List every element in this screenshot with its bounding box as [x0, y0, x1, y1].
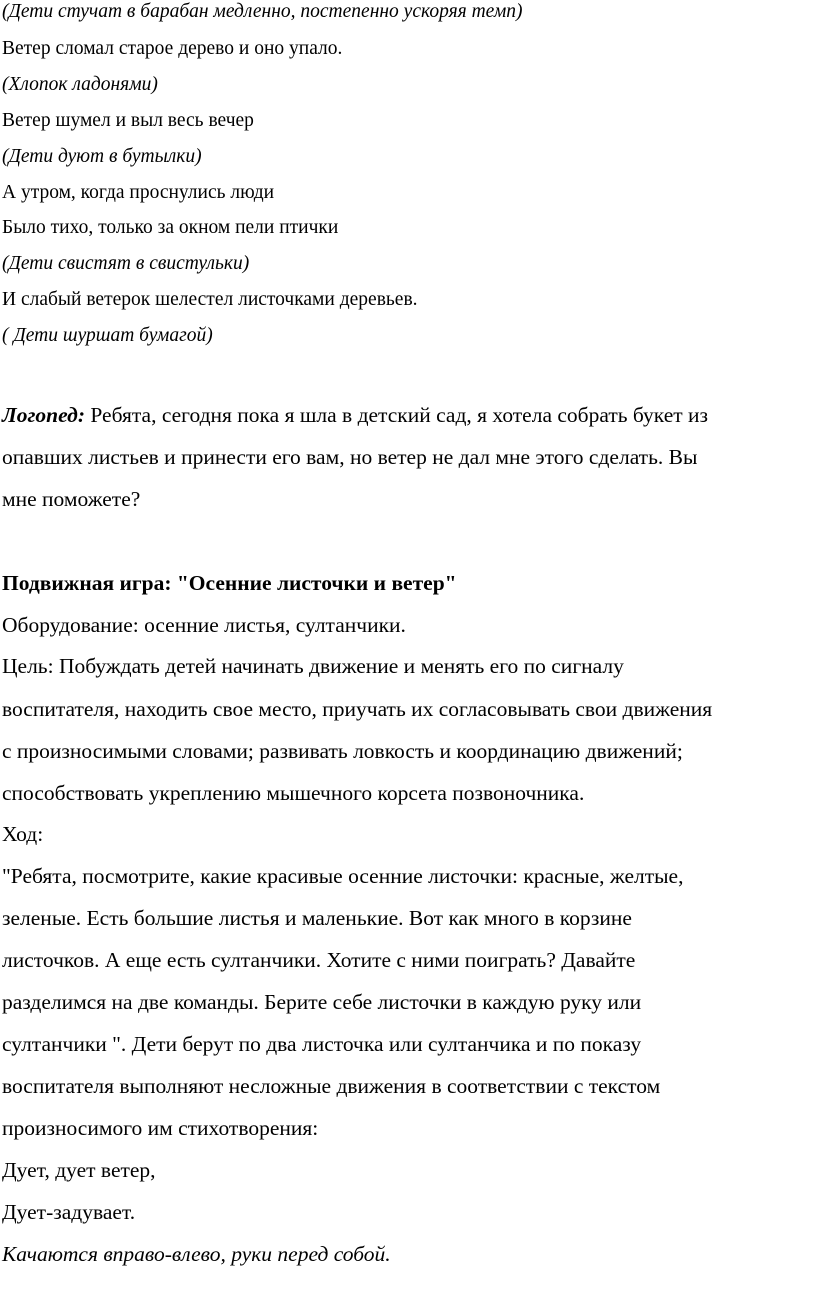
poem-line: А утром, когда проснулись люди [2, 182, 275, 203]
poem-line: Ветер сломал старое дерево и оно упало. [2, 38, 343, 59]
speech-line [2, 403, 814, 428]
poem-line: Было тихо, только за окном пели птички [2, 217, 339, 238]
goal-line: Цель: Побуждать детей начинать движение и менять его по сигналу [2, 654, 624, 678]
course-label: Ход: [2, 822, 44, 846]
poem-line: (Дети свистят в свистульки) [2, 253, 250, 274]
verse-line: Дует, дует ветер, [2, 1158, 156, 1182]
course-line: султанчики ". Дети берут по два листочка или султанчика и по показу [2, 1032, 642, 1056]
course-line: разделимся на две команды. Берите себе листочки в каждую руку или [2, 990, 642, 1014]
goal-line: воспитателя, находить свое место, приучать их согласовывать свои движения [2, 697, 713, 721]
course-line: листочков. А еще есть султанчики. Хотите с ними поиграть? Давайте [2, 948, 636, 972]
poem-line: (Хлопок ладонями) [2, 74, 158, 95]
equipment-line: Оборудование: осенние листья, султанчики. [2, 613, 406, 637]
course-line: зеленые. Есть большие листья и маленькие. Вот как много в корзине [2, 906, 632, 930]
speaker-label: Логопед: [2, 403, 85, 427]
poem-line: (Дети стучат в барабан медленно, постепенно ускоряя темп) [2, 1, 523, 22]
poem-line: (Дети дуют в бутылки) [2, 146, 202, 167]
poem-line: И слабый ветерок шелестел листочками деревьев. [2, 289, 418, 310]
verse-line: Качаются вправо-влево, руки перед собой. [2, 1242, 391, 1266]
course-line: воспитателя выполняют несложные движения в соответствии с текстом [2, 1074, 661, 1098]
goal-line: способствовать укреплению мышечного корсета позвоночника. [2, 781, 585, 805]
verse-line: Дует-задувает. [2, 1200, 136, 1224]
speech-text: Ребята, сегодня пока я шла в детский сад, я хотела собрать букет из [84, 403, 709, 427]
section-title: Подвижная игра: "Осенние листочки и ветер" [2, 571, 457, 595]
poem-line: Ветер шумел и выл весь вечер [2, 110, 254, 131]
course-line: произносимого им стихотворения: [2, 1116, 319, 1140]
speech-line: опавших листьев и принести его вам, но ветер не дал мне этого сделать. Вы [2, 445, 698, 469]
poem-line: ( Дети шуршат бумагой) [2, 325, 213, 346]
speech-line: мне поможете? [2, 487, 141, 511]
goal-line: с произносимыми словами; развивать ловкость и координацию движений; [2, 739, 683, 763]
course-line: "Ребята, посмотрите, какие красивые осенние листочки: красные, желтые, [2, 864, 684, 888]
